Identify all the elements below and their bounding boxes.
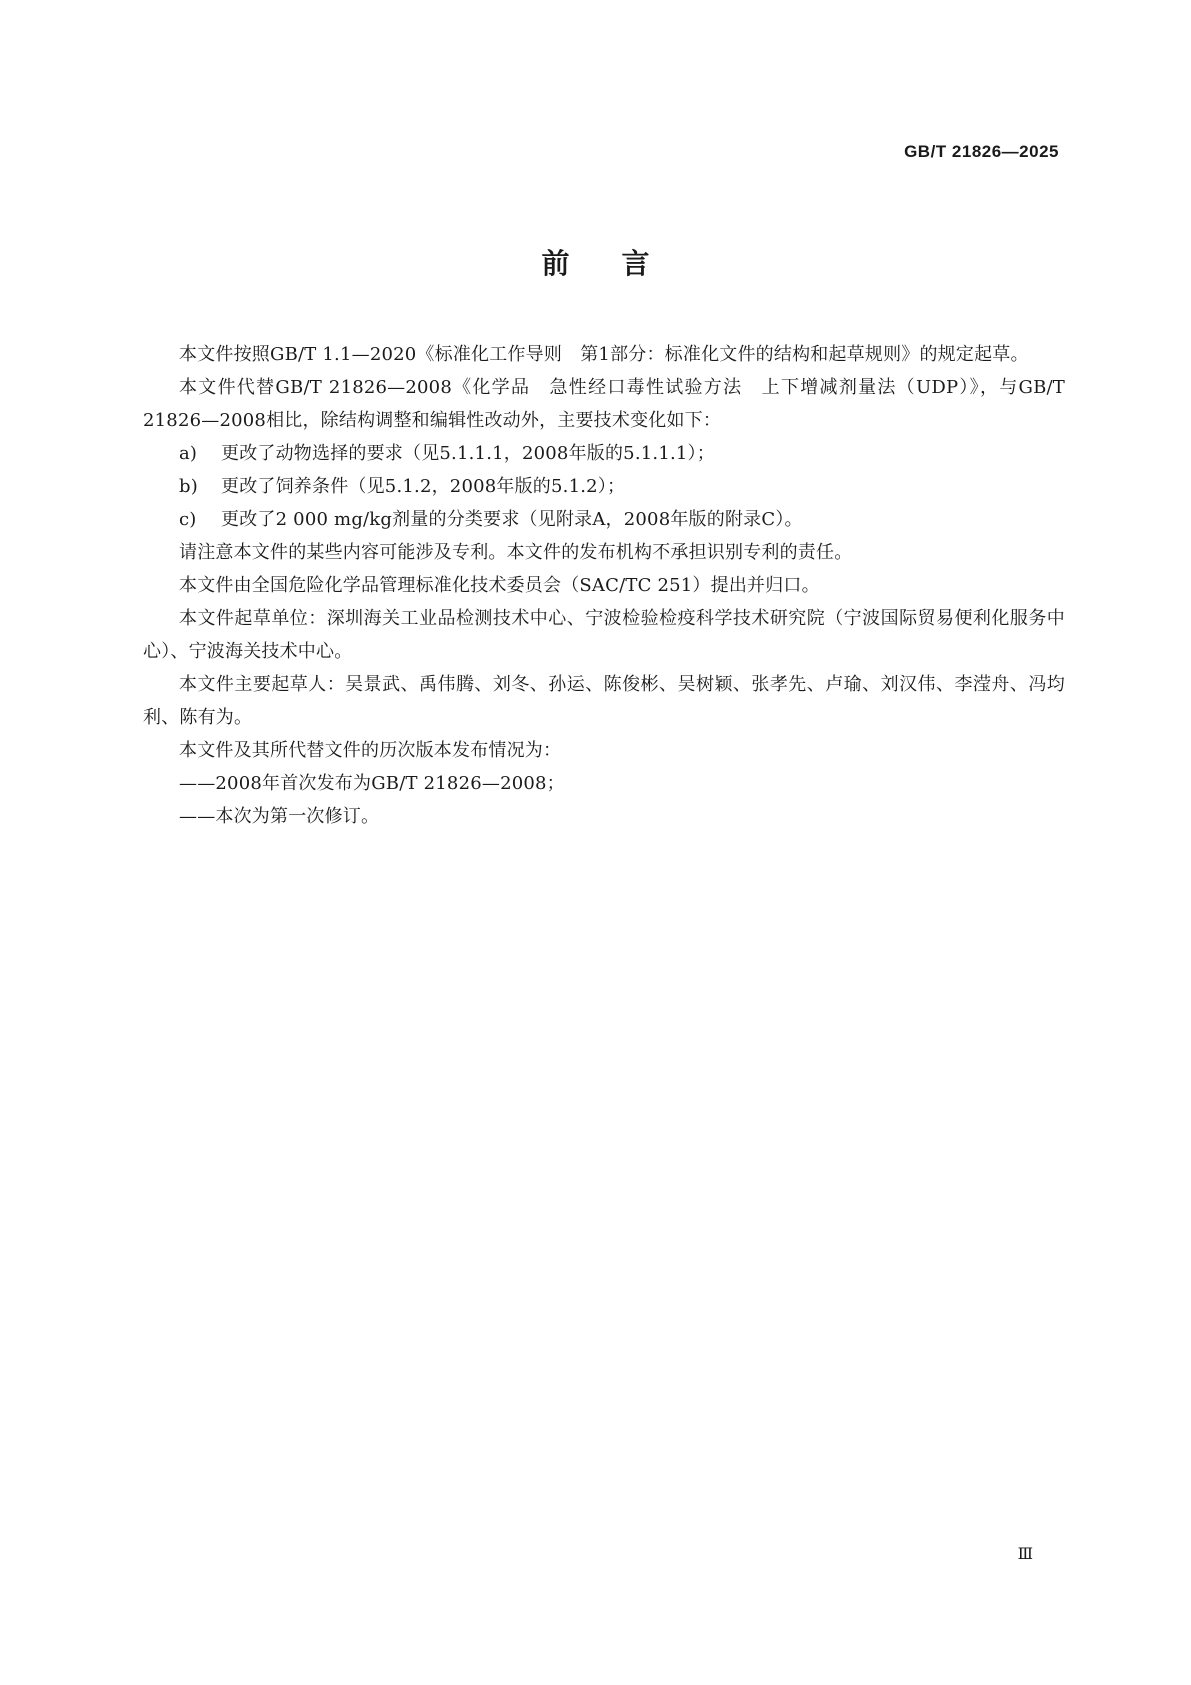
paragraph-replacement: 本文件代替GB/T 21826—2008《化学品 急性经口毒性试验方法 上下增减剂量法（UDP）》，与GB/T 21826—2008相比，除结构调整和编辑性改动外，主要技术变化如下：: [143, 377, 1065, 431]
paragraph-committee: 本文件由全国危险化学品管理标准化技术委员会（SAC/TC 251）提出并归口。: [179, 575, 820, 596]
list-item: [143, 470, 1065, 503]
list-item-text: 更改了饲养条件（见5.1.2，2008年版的5.1.2）；: [221, 476, 626, 497]
history-item: ——2008年首次发布为GB/T 21826—2008；: [179, 773, 565, 794]
paragraph-patent-notice: 请注意本文件的某些内容可能涉及专利。本文件的发布机构不承担识别专利的责任。: [179, 542, 853, 563]
list-item: [143, 437, 1065, 470]
list-marker: b): [179, 476, 198, 497]
page-title: 前言: [541, 247, 702, 280]
standard-code: GB/T 21826—2025: [904, 142, 1059, 161]
list-item-text: 更改了动物选择的要求（见5.1.1.1，2008年版的5.1.1.1）；: [221, 443, 715, 464]
paragraph-drafting-units: 本文件起草单位：深圳海关工业品检测技术中心、宁波检验检疫科学技术研究院（宁波国际贸易便利化服务中心）、宁波海关技术中心。: [143, 608, 1065, 662]
foreword-body: [143, 338, 1065, 833]
list-marker: a): [179, 443, 198, 464]
list-item: [143, 503, 1065, 536]
list-marker: c): [179, 509, 197, 530]
history-item: ——本次为第一次修订。: [179, 806, 380, 827]
paragraph-drafting-rules: 本文件按照GB/T 1.1—2020《标准化工作导则 第1部分：标准化文件的结构和起草规则》的规定起草。: [179, 344, 1029, 365]
list-item-text: 更改了2 000 mg/kg剂量的分类要求（见附录A，2008年版的附录C）。: [221, 509, 803, 530]
paragraph-history-intro: 本文件及其所代替文件的历次版本发布情况为：: [179, 740, 562, 761]
page-number: Ⅲ: [1017, 1544, 1033, 1563]
paragraph-drafters: 本文件主要起草人：吴景武、禹伟腾、刘冬、孙运、陈俊彬、吴树颖、张孝先、卢瑜、刘汉伟、李滢舟、冯均利、陈有为。: [143, 674, 1065, 728]
